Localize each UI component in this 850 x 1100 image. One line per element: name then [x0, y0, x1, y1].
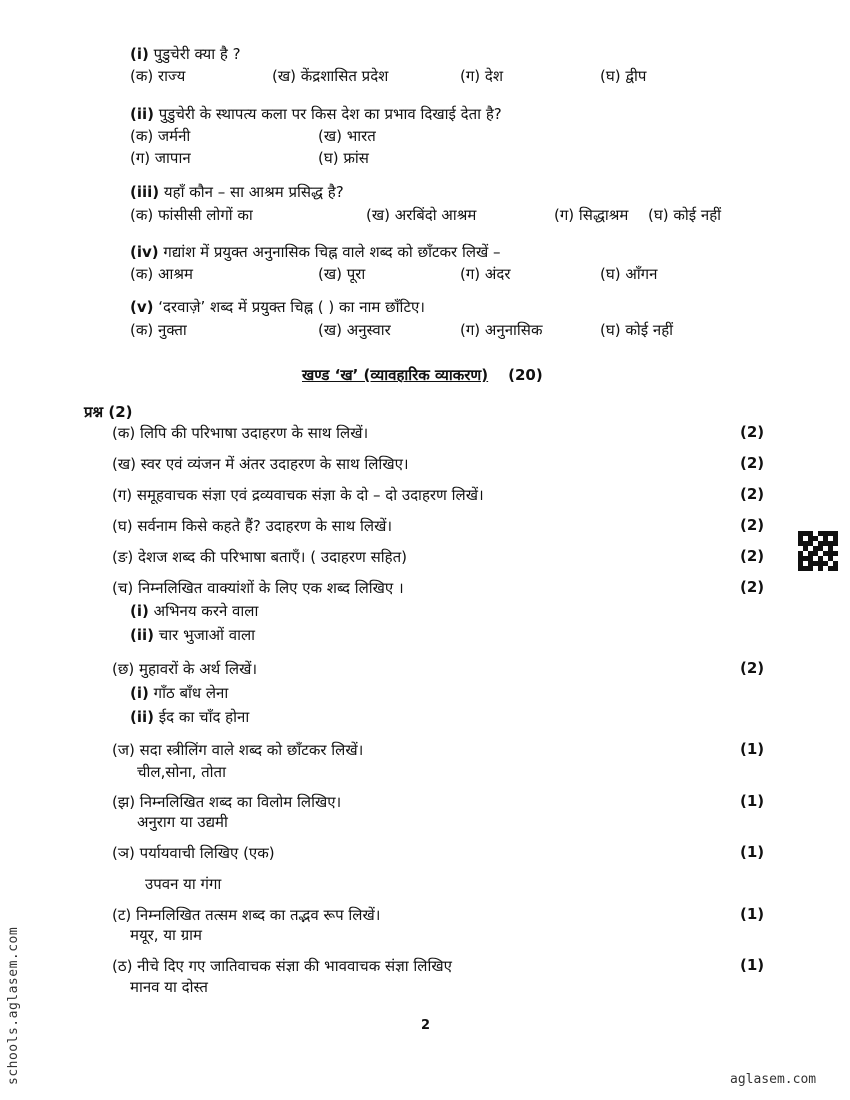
- sub-item: अनुराग या उद्यमी: [137, 813, 228, 831]
- marks-label: (1): [740, 843, 765, 861]
- question-stem: (ii) पुडुचेरी के स्थापत्य कला पर किस देश का प्रभाव दिखाई देता है?: [130, 105, 502, 123]
- marks-label: (1): [740, 956, 765, 974]
- question-item: (ङ) देशज शब्द की परिभाषा बताएँ। ( उदाहरण सहित): [112, 548, 408, 566]
- option: (घ) आँगन: [600, 265, 658, 283]
- option: (क) फांसीसी लोगों का: [130, 206, 253, 224]
- question-item: (झ) निम्नलिखित शब्द का विलोम लिखिए।: [112, 793, 342, 811]
- question-item: (ट) निम्नलिखित तत्सम शब्द का तद्भव रूप लिखें।: [112, 906, 381, 924]
- sub-item: उपवन या गंगा: [145, 875, 222, 893]
- sub-item: चील,सोना, तोता: [137, 763, 226, 781]
- question-label: प्रश्न (2): [84, 403, 133, 421]
- marks-label: (1): [740, 792, 765, 810]
- option: (क) आश्रम: [130, 265, 193, 283]
- option: (क) नुक्ता: [130, 321, 187, 339]
- option: (ग) अनुनासिक: [460, 321, 543, 339]
- marks-label: (2): [740, 423, 765, 441]
- sub-item: मयूर, या ग्राम: [130, 926, 203, 944]
- section-heading: खण्ड ‘ख’ (व्यावहारिक व्याकरण) (20): [302, 366, 543, 384]
- marks-label: (1): [740, 905, 765, 923]
- sub-item: (i) गाँठ बाँध लेना: [130, 684, 229, 702]
- sub-item: (ii) चार भुजाओं वाला: [130, 626, 256, 644]
- question-stem: (i) पुडुचेरी क्या है ?: [130, 45, 241, 63]
- option: (ख) पूरा: [318, 265, 366, 283]
- option: (घ) द्वीप: [600, 67, 647, 85]
- question-stem: (iii) यहाँ कौन – सा आश्रम प्रसिद्ध है?: [130, 183, 344, 201]
- question-item: (घ) सर्वनाम किसे कहते हैं? उदाहरण के साथ लिखें।: [112, 517, 393, 535]
- question-item: (क) लिपि की परिभाषा उदाहरण के साथ लिखें।: [112, 424, 369, 442]
- option: (घ) कोई नहीं: [600, 321, 674, 339]
- option: (ग) अंदर: [460, 265, 511, 283]
- option: (घ) कोई नहीं: [648, 206, 722, 224]
- option: (ग) जापान: [130, 149, 191, 167]
- option: (ख) अरबिंदो आश्रम: [366, 206, 477, 224]
- sub-item: (ii) ईद का चाँद होना: [130, 708, 250, 726]
- corner-watermark: aglasem.com: [730, 1072, 817, 1087]
- question-item: (ज) सदा स्त्रीलिंग वाले शब्द को छाँटकर लिखें।: [112, 741, 364, 759]
- marks-label: (2): [740, 578, 765, 596]
- question-item: (ञ) पर्यायवाची लिखिए (एक): [112, 844, 275, 862]
- side-watermark: schools.aglasem.com: [6, 926, 21, 1085]
- option: (ख) भारत: [318, 127, 376, 145]
- option: (घ) फ्रांस: [318, 149, 369, 167]
- option: (ग) सिद्धाश्रम: [554, 206, 629, 224]
- question-item: (च) निम्नलिखित वाक्यांशों के लिए एक शब्द लिखिए ।: [112, 579, 404, 597]
- question-stem: (iv) गद्यांश में प्रयुक्त अनुनासिक चिह्न वाले शब्द को छाँटकर लिखें –: [130, 243, 501, 261]
- marks-label: (1): [740, 740, 765, 758]
- question-item: (ग) समूहवाचक संज्ञा एवं द्रव्यवाचक संज्ञा के दो – दो उदाहरण लिखें।: [112, 486, 484, 504]
- option: (ख) अनुस्वार: [318, 321, 391, 339]
- option: (ग) देश: [460, 67, 504, 85]
- question-item: (ख) स्वर एवं व्यंजन में अंतर उदाहरण के साथ लिखिए।: [112, 455, 409, 473]
- marks-label: (2): [740, 516, 765, 534]
- qr-code-icon: [798, 531, 838, 571]
- option: (क) जर्मनी: [130, 127, 191, 145]
- question-stem: (v) ‘दरवाज़े’ शब्द में प्रयुक्त चिह्न ( ) का नाम छाँटिए।: [130, 298, 425, 316]
- sub-item: (i) अभिनय करने वाला: [130, 602, 259, 620]
- page-number: 2: [421, 1018, 431, 1033]
- sub-item: मानव या दोस्त: [130, 978, 208, 996]
- option: (ख) केंद्रशासित प्रदेश: [272, 67, 389, 85]
- marks-label: (2): [740, 659, 765, 677]
- marks-label: (2): [740, 547, 765, 565]
- option: (क) राज्य: [130, 67, 186, 85]
- marks-label: (2): [740, 485, 765, 503]
- marks-label: (2): [740, 454, 765, 472]
- question-item: (ठ) नीचे दिए गए जातिवाचक संज्ञा की भाववाचक संज्ञा लिखिए: [112, 957, 452, 975]
- question-item: (छ) मुहावरों के अर्थ लिखें।: [112, 660, 258, 678]
